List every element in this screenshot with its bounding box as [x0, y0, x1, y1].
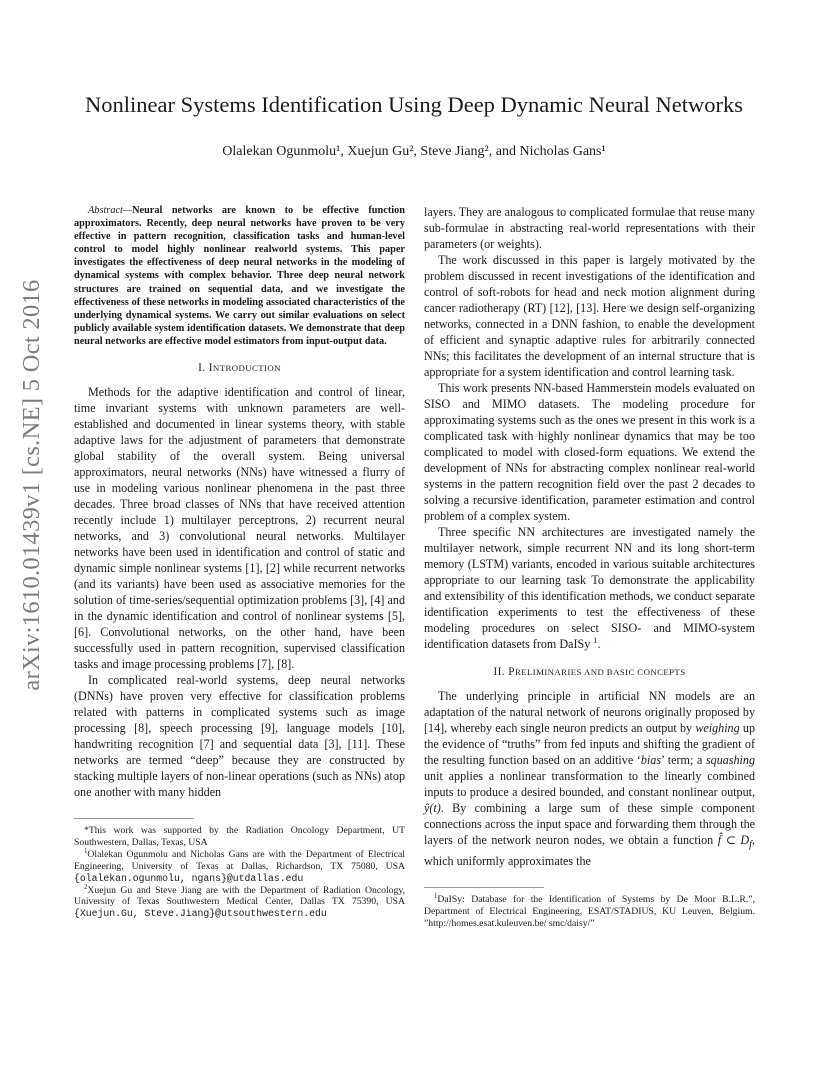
footnote-divider	[424, 887, 544, 888]
arxiv-stamp	[14, 279, 50, 691]
footnote-link[interactable]: 1	[593, 634, 598, 645]
left-column	[74, 204, 405, 920]
footnote: $^1$Olalekan Ogunmolu and Nicholas Gans are with the Department of Electrical Engineering, University of Texas at Dallas, Richardson, TX 75080, USA {olalekan.ogunmolu, ngans}@utdallas.edu	[74, 847, 405, 884]
arxiv-stamp-text: arXiv:1610.01439v1 [cs.NE] 5 Oct 2016	[18, 279, 45, 691]
email: {olalekan.ogunmolu, ngans}@utdallas.edu	[74, 872, 304, 884]
footnote: $^2$Xuejun Gu and Steve Jiang are with the Department of Radiation Oncology, University of Texas Southwestern Medical Center, Dallas TX 75390, USA {Xuejun.Gu, Steve.Jiang}@utsouthwestern.edu	[74, 883, 405, 920]
paragraph: This work presents NN-based Hammerstein models evaluated on SISO and MIMO datasets. The modeling procedure for approximating systems such as the ones we present in this work is a complicated task with highly nonlinear dynamics that may be too complicated to model with closed-form equations. We extend the development of NNs for abstracting complex nonlinear real-world systems in the pattern recognition field over the past 2 decades to solving a recursive identification, parameter estimation and control problem of a complex system.	[424, 381, 755, 523]
paragraph: Three specific NN architectures are investigated namely the multilayer network, simple recurrent NN and its long short-term memory (LSTM) variants, encoded in various suitable architectures appropriate to our learning task To demonstrate the applicability and extensibility of this identification methods, we conduct separate identification experiments to test the effectiveness of these modeling procedures on select SISO- and MIMO-system identification datasets from DaISy $^1$.	[424, 525, 755, 651]
paragraph: In complicated real-world systems, deep neural networks (DNNs) have proven very effective for classification problems related with patterns in complicated systems such as image processing [8], speech processing [9], language models [10], handwriting recognition [7] and sequential data [3], [11]. These networks are termed “deep” because they are constructed by stacking multiple layers of non-linear operations (such as NNs) atop one another with many hidden	[74, 673, 405, 800]
footnote-divider	[74, 818, 194, 819]
section-heading-introduction: I. INTRODUCTION	[198, 362, 281, 375]
footnote: $^1$DaISy: Database for the Identification of Systems by De Moor B.L.R.”, Department of Electrical Engineering, ESAT/STADIUS, KU Leuven, Belgium. ”http://homes.esat.kuleuven.be/ smc/daisy/”	[424, 893, 755, 930]
paragraph: The underlying principle in artificial NN models are an adaptation of the natural network of neurons originally proposed by [14], whereby each single neuron predicts an output by weighing up the evidence of “truths” from fed inputs and shifting the gradient of the resulting function based on an additive ‘bias’ term; a squashing unit applies a nonlinear transformation to the linearly combined inputs to produce a desired bounded, and constant nonlinear output, ŷ(t). By combining a large sum of these simple component connections across the input space and forwarding them through the layers of the network neuron nodes, we obtain a function f̂ ⊂ $D_f$, which uniformly approximates the	[424, 689, 756, 869]
paragraph: layers. They are analogous to complicated formulae that reuse many sub-formulae in abstracting real-world representations with their parameters (or weights).	[424, 205, 755, 251]
paragraph: The work discussed in this paper is largely motivated by the problem discussed in recent investigations of the identification and control of soft-robots for head and neck motion alignment during cancer radiotherapy (RT) [12], [13]. Here we design self-organizing networks, connected in a DNN fashion, to enable the development of efficient and synaptic adaptive rules for arbitrarily connected NNs; this facilitates the development of an internal structure that is appropriate for a system identification and control learning task.	[424, 253, 755, 379]
right-column	[424, 204, 755, 930]
footnote: *This work was supported by the Radiation Oncology Department, UT Southwestern, Dallas, Texas, USA	[74, 825, 405, 848]
abstract-lead: Abstract—	[88, 205, 133, 216]
author-list: Olalekan Ogunmolu¹, Xuejun Gu², Steve Jiang², and Nicholas Gans¹	[222, 144, 606, 159]
email: {Xuejun.Gu, Steve.Jiang}@utsouthwestern.edu	[74, 908, 327, 920]
abstract-text: Neural networks are known to be effective function approximators. Recently, deep neural networks have proven to be very effective in pattern recognition, classification tasks and human-level control to model highly nonlinear realworld systems. This paper investigates the effectiveness of deep neural networks in the modeling of dynamical systems with complex behavior. Three deep neural network structures are trained on sequential data, and we investigate the effectiveness of these networks in modeling associated characteristics of the underlying dynamical systems. We carry out similar evaluations on select publicly available system identification datasets. We demonstrate that deep neural networks are effective model estimators from input-output data.	[74, 205, 405, 347]
abstract	[74, 204, 405, 348]
paragraph: Methods for the adaptive identification and control of linear, time invariant systems with unknown parameters are well-established and documented in linear systems theory, with stable adaptive laws for the adjustment of parameters that demonstrate global stability of the overall system. Being universal approximators, neural networks (NNs) have witnessed a flurry of use in modeling various nonlinear phenomena in the past three decades. Three broad classes of NNs that have received attention recently include 1) multilayer perceptrons, 2) recurrent neural networks, and 3) convolutional neural networks. Multilayer networks have been used in identification and control of static and dynamic simple nonlinear systems [1], [2] while recurrent networks (and its variants) have been used as associative memories for the solution of time-series/sequential optimization problems [3], [4] and in the dynamic identification and control of nonlinear systems [5], [6]. Convolutional networks, on the other hand, have been successfully used in pattern recognition, supervised classification tasks and image processing problems [7], [8].	[74, 385, 405, 672]
paper-title: Nonlinear Systems Identification Using Deep Dynamic Neural Networks	[85, 92, 743, 117]
section-heading-preliminaries: II. PRELIMINARIES AND BASIC CONCEPTS	[493, 666, 686, 678]
